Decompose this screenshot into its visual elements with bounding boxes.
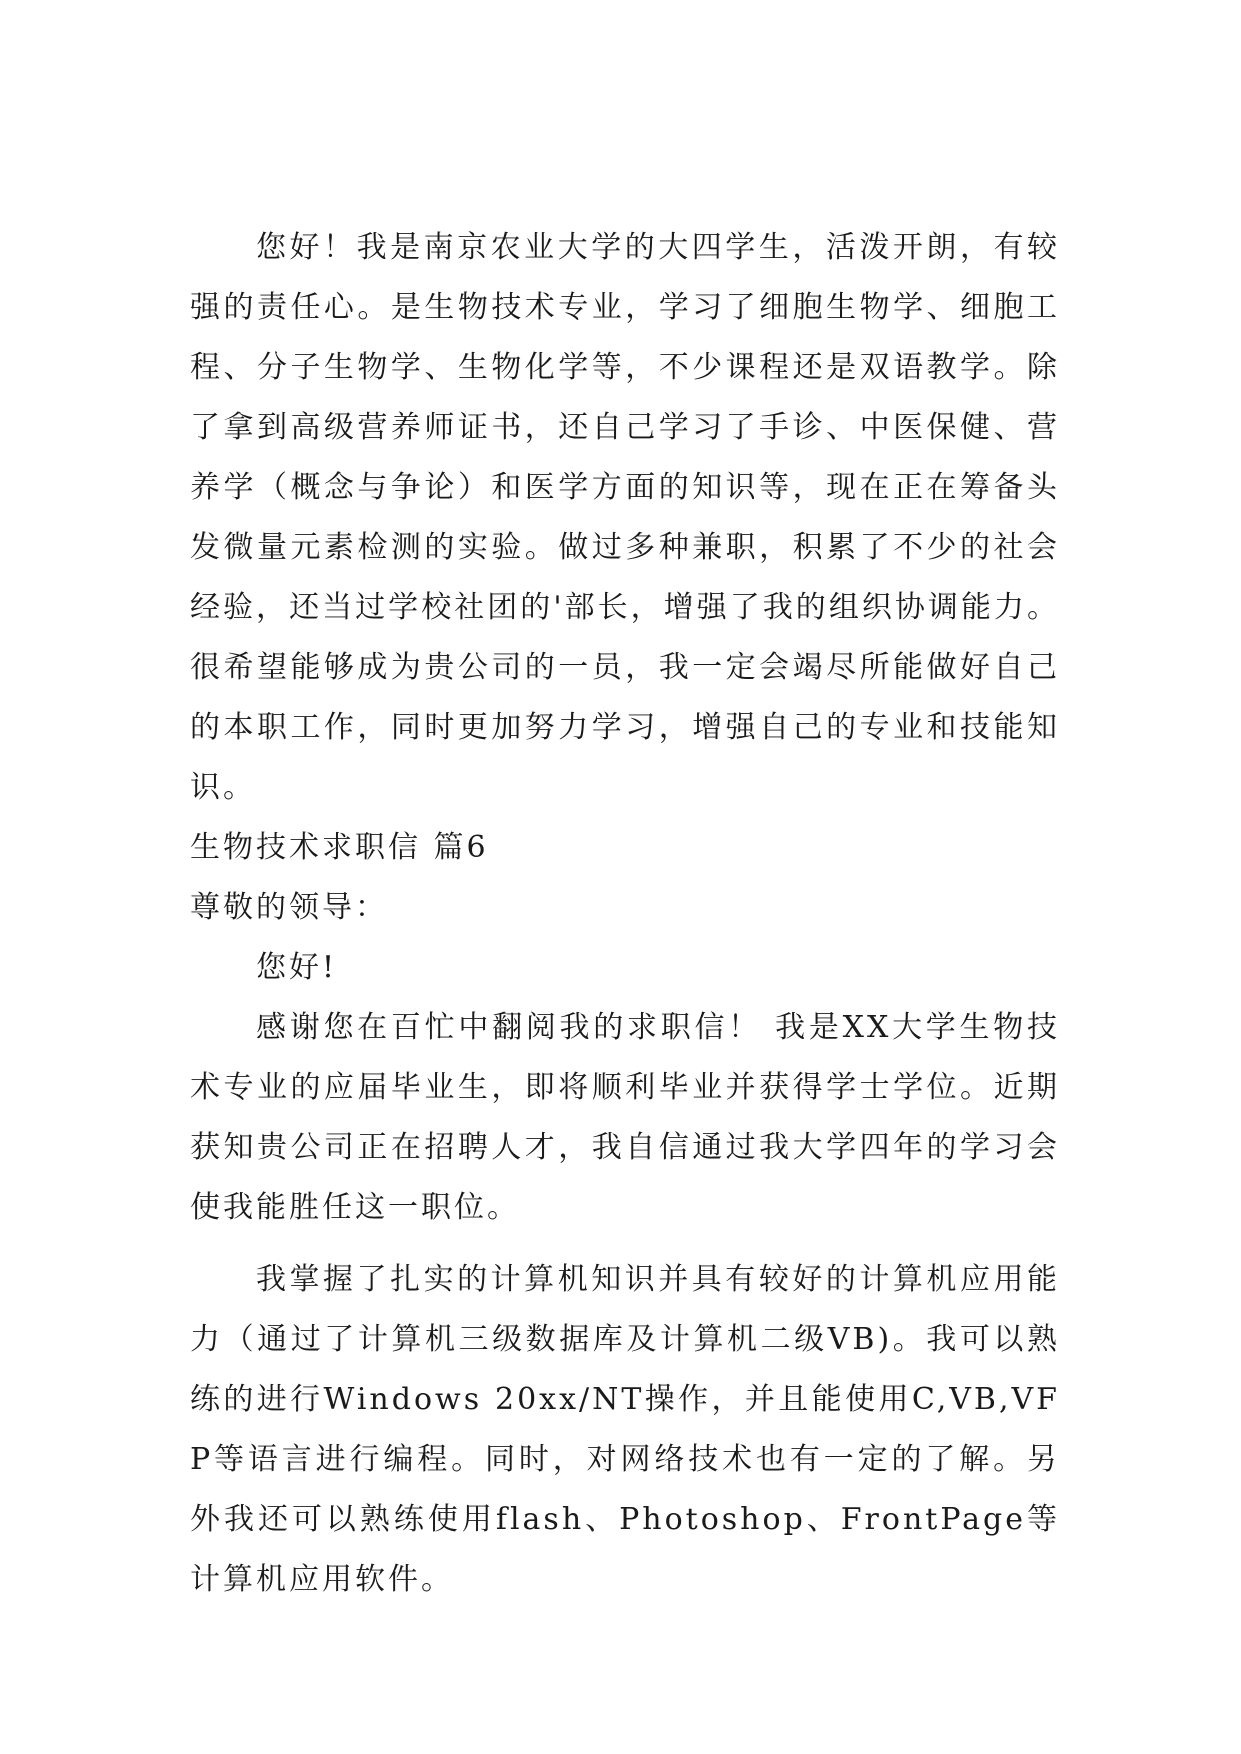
letter-paragraph-skills: 我掌握了扎实的计算机知识并具有较好的计算机应用能力（通过了计算机三级数据库及计算机二级VB)。我可以熟练的进行Windows 20xx/NT操作，并且能使用C,VB,VFP等语言进行编程。同时，对网络技术也有一定的了解。另外我还可以熟练使用flash、Photoshop、FrontPage等计算机应用软件。 [190,1262,1060,1597]
letter-paragraph-intro: 感谢您在百忙中翻阅我的求职信！ 我是XX大学生物技术专业的应届毕业生，即将顺利毕业并获得学士学位。近期获知贵公司正在招聘人才，我自信通过我大学四年的学习会使我能胜任这一职位。 [190,1010,1060,1225]
section-title: 生物技术求职信 篇6 [190,830,489,865]
intro-paragraph: 您好！我是南京农业大学的大四学生，活泼开朗，有较强的责任心。是生物技术专业，学习了细胞生物学、细胞工程、分子生物学、生物化学等，不少课程还是双语教学。除了拿到高级营养师证书，还自己学习了手诊、中医保健、营养学（概念与争论）和医学方面的知识等，现在正在筹备头发微量元素检测的实验。做过多种兼职，积累了不少的社会经验，还当过学校社团的'部长，增强了我的组织协调能力。很希望能够成为贵公司的一员，我一定会竭尽所能做好自己的本职工作，同时更加努力学习，增强自己的专业和技能知识。 [190,230,1060,805]
document-body [190,218,1060,1610]
greeting: 您好! [256,950,338,985]
salutation: 尊敬的领导： [190,890,388,925]
